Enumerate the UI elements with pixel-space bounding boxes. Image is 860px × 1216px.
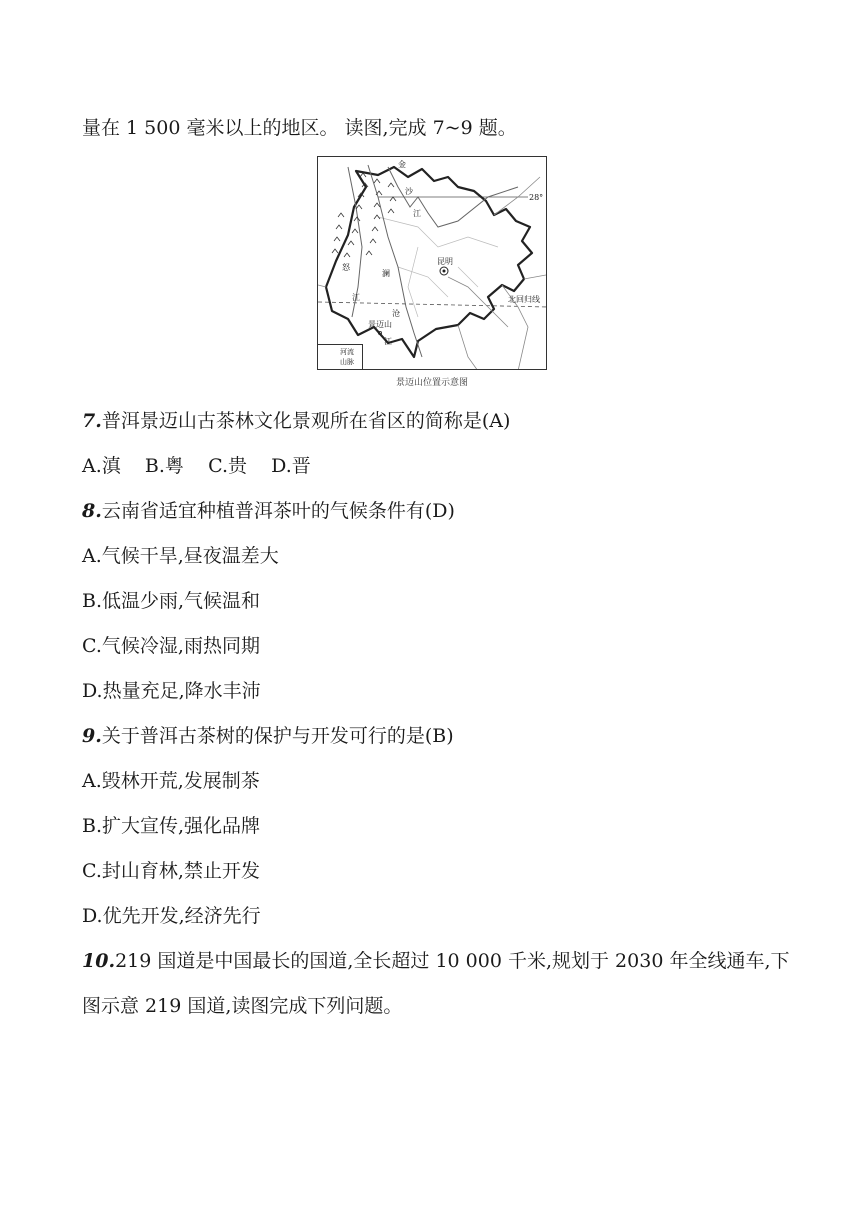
question-number: 8. <box>82 500 102 522</box>
map-label-jiang-upper: 江 <box>413 209 421 218</box>
map-figure <box>317 156 547 370</box>
question-text: 普洱景迈山古茶林文化景观所在省区的简称是(A) <box>101 410 511 432</box>
question-number: 10. <box>82 950 116 972</box>
question-8 <box>82 499 455 523</box>
question-number: 9. <box>82 725 102 747</box>
map-label-nu: 怒 <box>342 263 350 272</box>
option-8a: A.气候干旱,昼夜温差大 <box>82 545 279 567</box>
question-number: 7. <box>82 410 102 432</box>
map-drawing <box>318 157 547 370</box>
question-7 <box>82 409 510 433</box>
neighbour-boundaries <box>318 177 546 370</box>
map-label-jiang-left: 江 <box>352 293 360 302</box>
map-label-jin: 金 <box>398 160 406 169</box>
map-label-lat28: 28° <box>529 193 544 202</box>
question-text: 219 国道是中国最长的国道,全长超过 10 000 千米,规划于 2030 年全线通车,下 <box>115 950 790 972</box>
question-7-options: A.滇 B.粤 C.贵 D.晋 <box>82 455 311 477</box>
map-label-lan: 澜 <box>382 269 390 278</box>
red-river <box>448 277 508 327</box>
option-8d: D.热量充足,降水丰沛 <box>82 680 261 702</box>
map-label-jiang-lower: 江 <box>384 337 392 346</box>
option-8b: B.低温少雨,气候温和 <box>82 590 261 612</box>
map-label-sha: 沙 <box>405 187 413 196</box>
option-8c: C.气候冷湿,雨热同期 <box>82 635 260 657</box>
map-caption: 景迈山位置示意图 <box>395 378 468 388</box>
legend-mountain-label: 山脉 <box>340 358 354 366</box>
question-9 <box>82 724 454 748</box>
option-9d: D.优先开发,经济先行 <box>82 905 261 927</box>
option-9a: A.毁林开荒,发展制茶 <box>82 770 260 792</box>
question-10-continuation: 图示意 219 国道,读图完成下列问题。 <box>82 995 403 1017</box>
option-9c: C.封山育林,禁止开发 <box>82 860 260 882</box>
question-text: 关于普洱古茶树的保护与开发可行的是(B) <box>101 725 454 747</box>
map-label-kunming: 昆明 <box>437 257 453 266</box>
yunnan-boundary <box>326 167 532 357</box>
intro-text: 量在 1 500 毫米以上的地区。 读图,完成 7~9 题。 <box>82 117 517 139</box>
question-text: 云南省适宜种植普洱茶叶的气候条件有(D) <box>101 500 455 522</box>
option-9b: B.扩大宣传,强化品牌 <box>82 815 261 837</box>
map-legend <box>318 344 363 369</box>
map-label-jingmaishan: 景迈山 <box>368 320 392 329</box>
map-label-cang: 沧 <box>392 309 400 318</box>
map-label-tropic: 北回归线 <box>508 295 540 304</box>
legend-river-label: 河流 <box>340 348 354 356</box>
prefecture-lines <box>378 217 498 317</box>
question-10 <box>82 949 789 973</box>
